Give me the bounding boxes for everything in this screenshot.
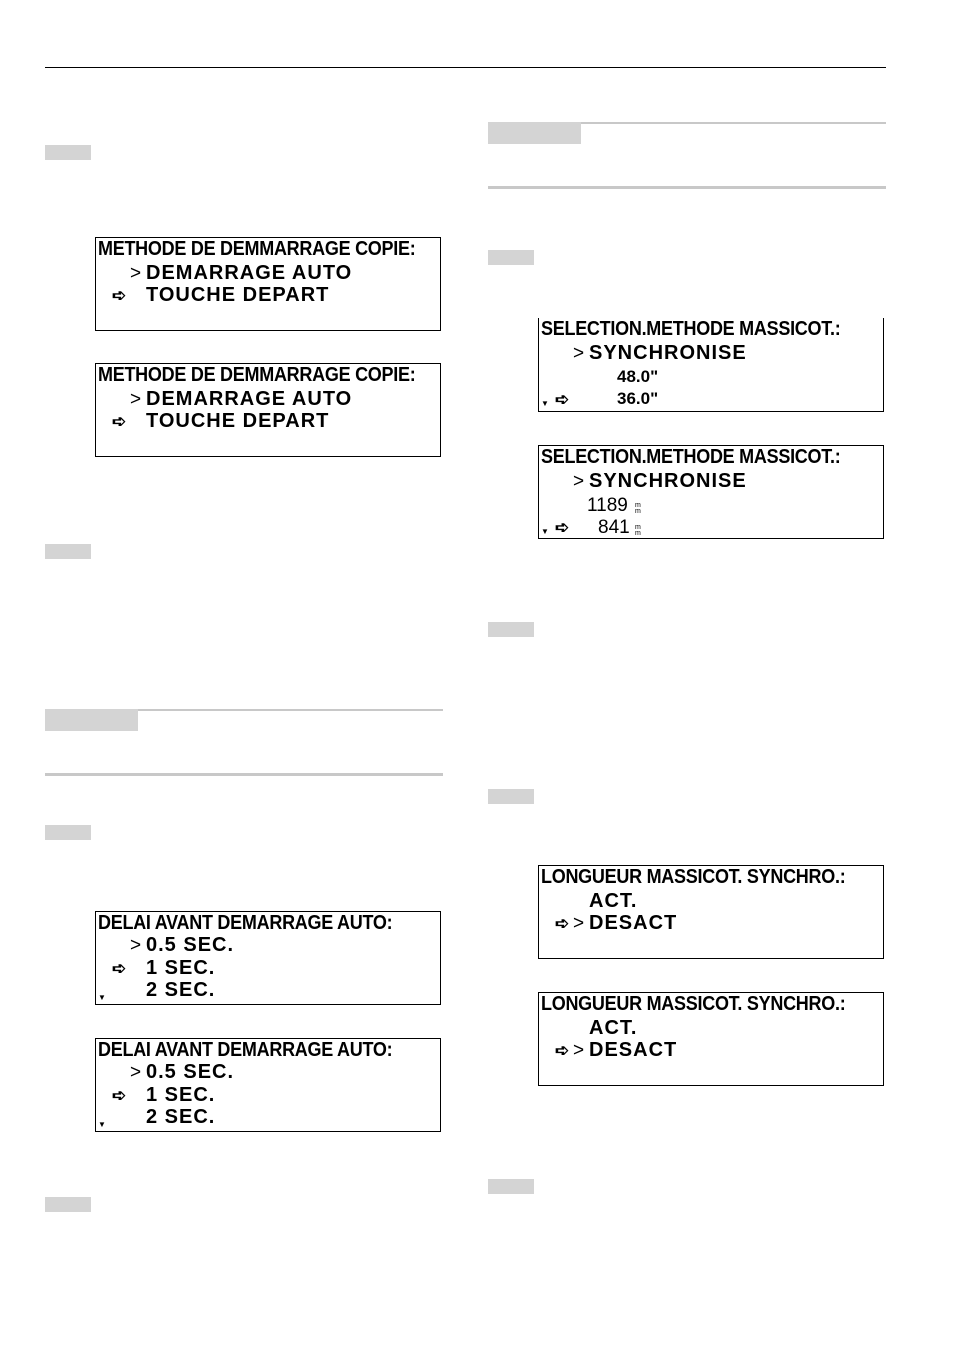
lcd-option: 36.0": [617, 389, 659, 408]
cursor-arrow-icon: ➪: [112, 1086, 127, 1105]
lcd-auto-start-delay-1: [95, 911, 441, 1005]
step-marker-2: [45, 544, 91, 559]
lcd-title: METHODE DE DEMMARRAGE COPIE:: [98, 238, 416, 260]
step-marker-5: [488, 250, 534, 265]
chevron-icon: >: [130, 263, 142, 284]
section-header-left: [45, 709, 443, 775]
chevron-icon: >: [130, 1062, 142, 1083]
lcd-option: ACT.: [589, 890, 638, 912]
step-marker-1: [45, 145, 91, 160]
lcd-title: METHODE DE DEMMARRAGE COPIE:: [98, 364, 416, 386]
step-marker-8: [488, 1179, 534, 1194]
lcd-option: ACT.: [589, 1017, 638, 1039]
lcd-cutter-method-mm: [538, 445, 884, 539]
lcd-title: SELECTION.METHODE MASSICOT.:: [541, 318, 841, 340]
lcd-option: TOUCHE DEPART: [146, 410, 330, 432]
lcd-start-method-2: [95, 363, 441, 457]
scroll-down-icon: ▼: [541, 527, 549, 536]
scroll-down-icon: ▼: [541, 399, 549, 408]
lcd-cutter-method-inch: [538, 318, 884, 412]
lcd-option: 2 SEC.: [146, 979, 216, 1001]
cursor-arrow-icon: ➪: [555, 518, 570, 537]
cursor-arrow-icon: ➪: [555, 914, 570, 933]
section-header-right: [488, 122, 886, 188]
scroll-down-icon: ▼: [98, 993, 106, 1002]
lcd-option: 1 SEC.: [146, 957, 216, 979]
lcd-title: LONGUEUR MASSICOT. SYNCHRO.:: [541, 866, 846, 888]
lcd-option: SYNCHRONISE: [589, 470, 747, 492]
lcd-option: TOUCHE DEPART: [146, 284, 330, 306]
lcd-option: 48.0": [617, 367, 659, 386]
scroll-down-icon: ▼: [98, 1120, 106, 1129]
lcd-option: 841: [598, 517, 630, 538]
chevron-icon: >: [130, 389, 142, 410]
lcd-option: 0.5 SEC.: [146, 1061, 235, 1083]
lcd-option: 2 SEC.: [146, 1106, 216, 1128]
lcd-start-method-1: [95, 237, 441, 331]
step-marker-6: [488, 622, 534, 637]
step-marker-7: [488, 789, 534, 804]
lcd-option: DEMARRAGE AUTO: [146, 262, 353, 284]
lcd-auto-start-delay-2: [95, 1038, 441, 1132]
cursor-arrow-icon: ➪: [112, 959, 127, 978]
unit-label: m m: [635, 524, 641, 538]
lcd-option: DEMARRAGE AUTO: [146, 388, 353, 410]
chevron-icon: >: [130, 935, 142, 956]
lcd-option: 1 SEC.: [146, 1084, 216, 1106]
chevron-icon: >: [573, 343, 585, 364]
chevron-icon: >: [573, 471, 585, 492]
step-marker-4: [45, 1197, 91, 1212]
lcd-title: LONGUEUR MASSICOT. SYNCHRO.:: [541, 993, 846, 1015]
unit-label: m m: [635, 502, 641, 516]
chevron-icon: >: [573, 913, 585, 934]
step-marker-3: [45, 825, 91, 840]
lcd-title: DELAI AVANT DEMARRAGE AUTO:: [98, 912, 393, 934]
lcd-option: 1189: [587, 495, 628, 516]
lcd-sync-cut-length-1: [538, 865, 884, 959]
lcd-title: DELAI AVANT DEMARRAGE AUTO:: [98, 1039, 393, 1061]
cursor-arrow-icon: ➪: [555, 1041, 570, 1060]
lcd-option: DESACT: [589, 1039, 678, 1061]
chevron-icon: >: [573, 1040, 585, 1061]
top-rule: [45, 67, 886, 68]
lcd-option: 0.5 SEC.: [146, 934, 235, 956]
lcd-title: SELECTION.METHODE MASSICOT.:: [541, 446, 841, 468]
lcd-sync-cut-length-2: [538, 992, 884, 1086]
lcd-option: SYNCHRONISE: [589, 342, 747, 364]
cursor-arrow-icon: ➪: [112, 412, 127, 431]
cursor-arrow-icon: ➪: [112, 286, 127, 305]
cursor-arrow-icon: ➪: [555, 390, 570, 409]
lcd-option: DESACT: [589, 912, 678, 934]
